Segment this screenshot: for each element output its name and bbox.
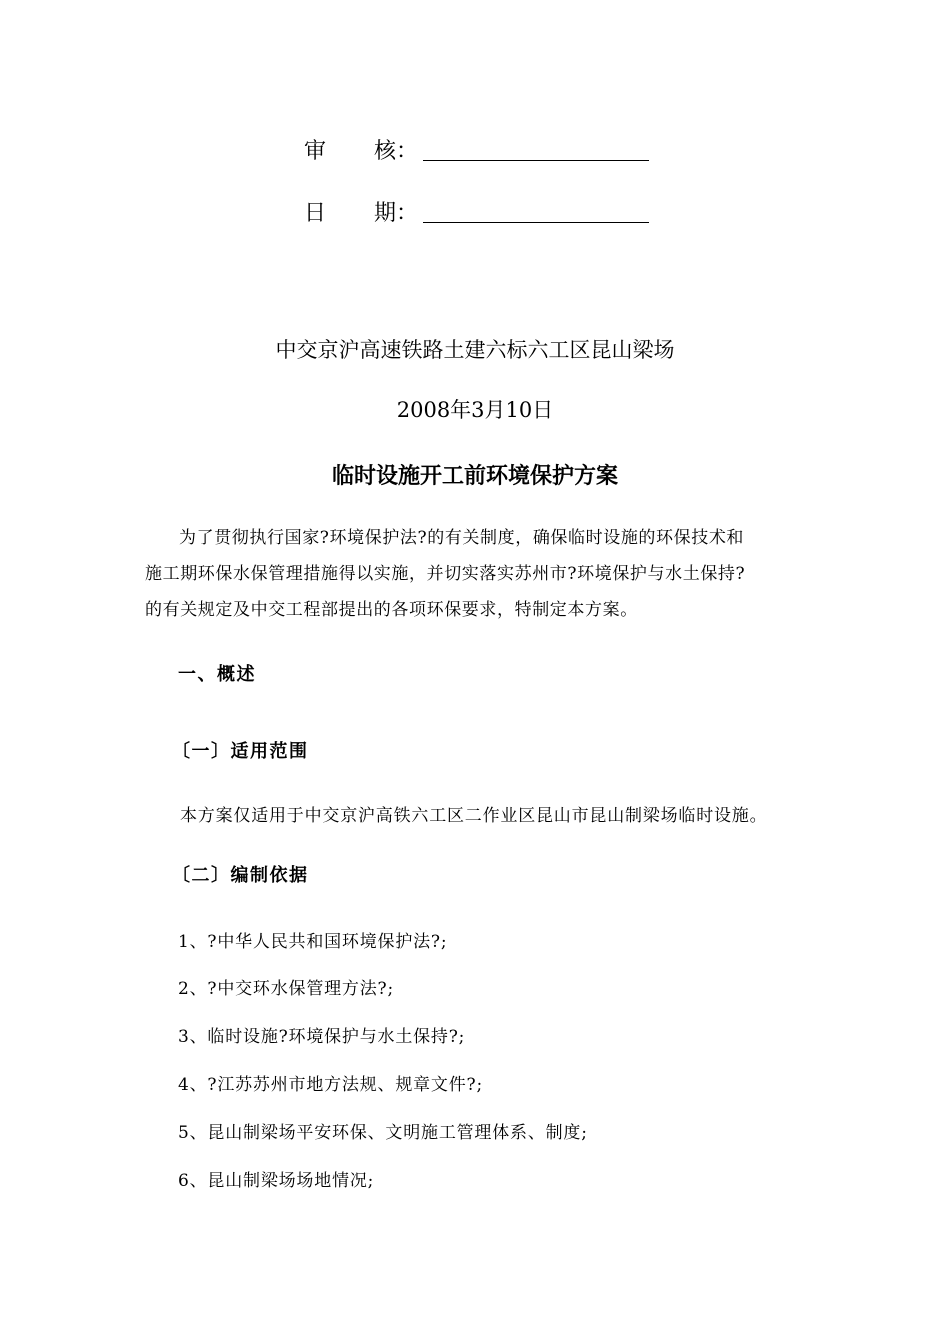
date-label-second-char: 期： bbox=[374, 201, 419, 226]
scope-text: 本方案仅适用于中交京沪高铁六工区二作业区昆山市昆山制梁场临时设施。 bbox=[180, 806, 768, 826]
review-signature-line[interactable] bbox=[423, 160, 649, 161]
basis-list-item-6: 6、昆山制梁场场地情况; bbox=[178, 1171, 375, 1191]
review-label-first-char: 审 bbox=[304, 139, 327, 164]
document-date: 2008年3月10日 bbox=[396, 398, 554, 422]
intro-line-3: 的有关规定及中交工程部提出的各项环保要求，特制定本方案。 bbox=[145, 600, 638, 620]
review-label-second-char: 核： bbox=[374, 139, 419, 164]
date-row bbox=[0, 200, 950, 230]
document-title: 临时设施开工前环境保护方案 bbox=[331, 464, 618, 489]
intro-paragraph bbox=[145, 520, 815, 628]
subsection-heading-scope: 〔一〕适用范围 bbox=[172, 741, 309, 762]
basis-list-item-4: 4、?江苏苏州市地方法规、规章文件?; bbox=[178, 1075, 483, 1095]
basis-list-item-1: 1、?中华人民共和国环境保护法?; bbox=[178, 932, 448, 952]
review-row bbox=[0, 138, 950, 168]
basis-list-item-2: 2、?中交环水保管理方法?; bbox=[178, 979, 394, 999]
basis-list-item-3: 3、临时设施?环境保护与水土保持?; bbox=[178, 1027, 466, 1047]
date-label-first-char: 日 bbox=[304, 201, 327, 226]
subsection-heading-basis: 〔二〕编制依据 bbox=[172, 865, 309, 886]
intro-line-1: 为了贯彻执行国家?环境保护法?的有关制度，确保临时设施的环保技术和 bbox=[179, 528, 745, 548]
organization-name: 中交京沪高速铁路土建六标六工区昆山梁场 bbox=[275, 338, 675, 362]
intro-line-2: 施工期环保水保管理措施得以实施，并切实落实苏州市?环境保护与水土保持? bbox=[145, 564, 746, 584]
basis-list-item-5: 5、昆山制梁场平安环保、文明施工管理体系、制度; bbox=[178, 1123, 588, 1143]
section-heading-overview: 一、概述 bbox=[178, 664, 256, 685]
date-signature-line[interactable] bbox=[423, 222, 649, 223]
